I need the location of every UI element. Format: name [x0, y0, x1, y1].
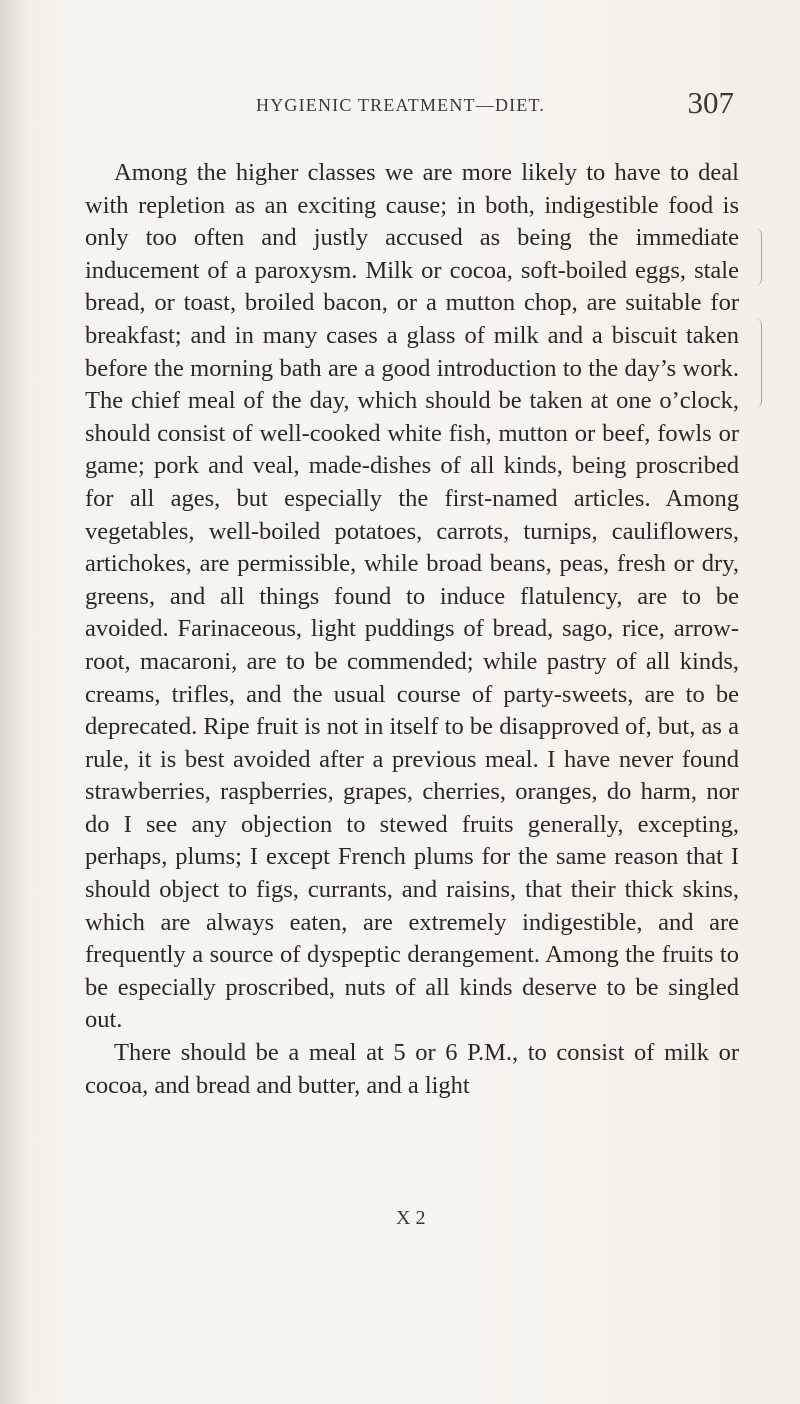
paragraph-1: Among the higher classes we are more likely to have to deal with repletion as an exciting cause; in both, indigestible food is only too often and justly accused as being the immediate inducement of a paroxysm. Milk or cocoa, soft-boiled eggs, stale bread, or toast, broiled bacon, or a mutton chop, are suitable for breakfast; and in many cases a glass of milk and a biscuit taken before the morning bath are a good introduction to the day’s work. The chief meal of the day, which should be taken at one o’clock, should consist of well-cooked white fish, mutton or beef, fowls or game; pork and veal, made-dishes of all kinds, being proscribed for all ages, but especially the first-named articles. Among vegetables, well-boiled potatoes, carrots, turnips, cauliflowers, artichokes, are permissible, while broad beans, peas, fresh or dry, greens, and all things found to induce flatulency, are to be avoided. Farinaceous, light puddings of bread, sago, rice, arrow-root, macaroni, are to be commended; while pastry of all kinds, creams, trifles, and the usual course of party-sweets, are to be deprecated. Ripe fruit is not in itself to be disapproved of, but, as a rule, it is best avoided after a previous meal. I have never found strawberries, raspberries, grapes, cherries, oranges, do harm, nor do I see any objection to stewed fruits generally, excepting, perhaps, plums; I except French plums for the same reason that I should object to figs, currants, and raisins, that their thick skins, which are always eaten, are extremely indigestible, and are frequently a source of dyspeptic derangement. Among the fruits to be especially proscribed, nuts of all kinds deserve to be singled out. [85, 159, 739, 1034]
page-header [256, 85, 734, 135]
page-body [85, 157, 739, 1102]
running-head: HYGIENIC TREATMENT—DIET. [256, 95, 546, 115]
page-number: 307 [687, 85, 734, 120]
margin-bracket-mark [755, 228, 762, 286]
page-gutter-shadow [0, 0, 28, 1404]
signature-mark: X 2 [396, 1207, 426, 1229]
margin-bracket-mark [755, 318, 762, 408]
paragraph-2: There should be a meal at 5 or 6 P.M., to consist of milk or cocoa, and bread and butter, and a light [85, 1039, 739, 1099]
